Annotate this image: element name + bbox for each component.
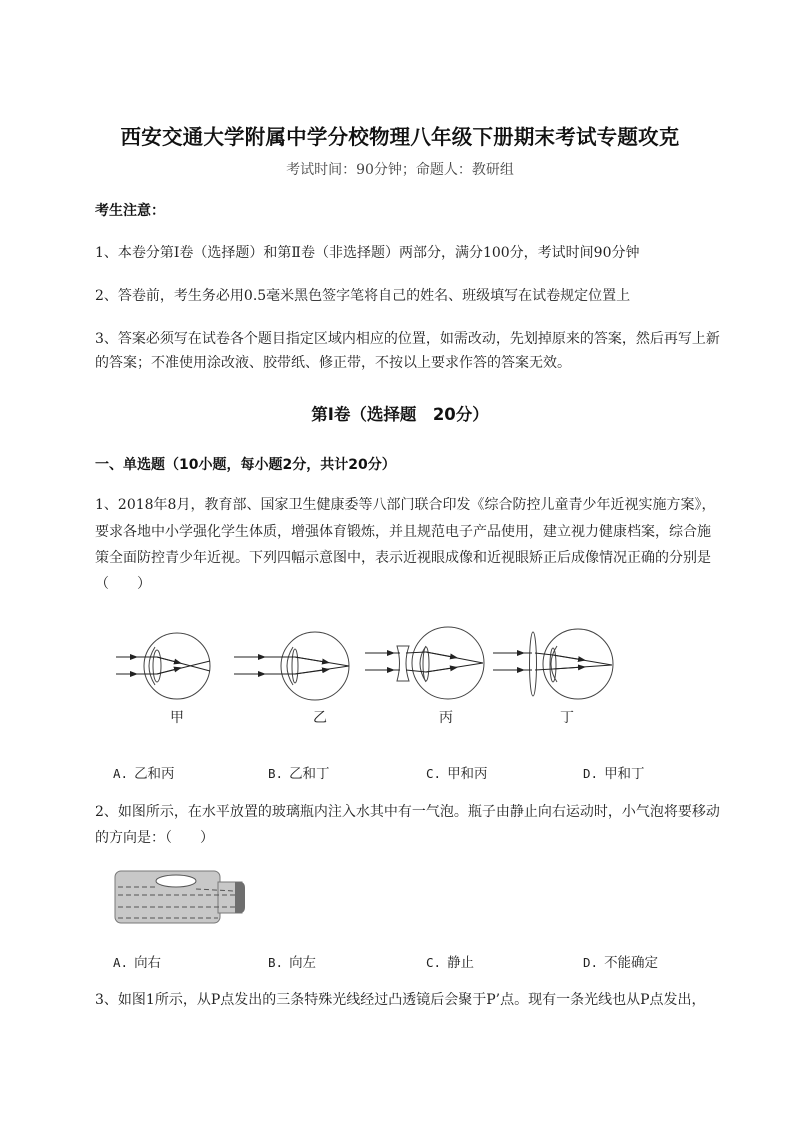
notice-heading: 考生注意：	[95, 203, 165, 219]
exam-title: 西安交通大学附属中学分校物理八年级下册期末考试专题攻克	[120, 125, 680, 149]
air-bubble	[156, 875, 196, 887]
option-text: 向左	[289, 955, 317, 971]
question-1-line-2: 要求各地中小学强化学生体质，增强体育锻炼，并且规范电子产品使用，建立视力健康档案，综合施	[95, 524, 711, 540]
question-2-line-1: 2、如图所示，在水平放置的玻璃瓶内注入水其中有一气泡。瓶子由静止向右运动时，小气泡将要移动	[95, 804, 720, 820]
notice-item-2: 2、答卷前，考生务必用0.5毫米黑色签字笔将自己的姓名、班级填写在试卷规定位置上	[95, 288, 631, 304]
eye-diagram-bing	[365, 627, 484, 699]
notice-item-3: 3、答案必须写在试卷各个题目指定区域内相应的位置，如需改动，先划掉原来的答案，然后再写上新	[95, 331, 720, 347]
figure-label-bing: 丙	[439, 710, 453, 726]
q1-option-a[interactable]	[113, 762, 175, 782]
figure-label-yi: 乙	[313, 710, 327, 726]
figure-label-jia: 甲	[170, 710, 184, 726]
question-1-line-4: （ ）	[95, 576, 151, 592]
q2-option-b[interactable]	[268, 951, 316, 971]
option-text: 乙和丁	[289, 766, 330, 782]
part-heading: 一、单选题（10小题，每小题2分，共计20分）	[95, 457, 396, 473]
section-title: 第I卷（选择题 20分）	[311, 405, 489, 424]
question-1-line-1: 1、2018年8月，教育部、国家卫生健康委等八部门联合印发《综合防控儿童青少年近视实施方案》，	[95, 497, 716, 513]
option-letter: D.	[583, 766, 599, 781]
exam-subtitle: 考试时间：90分钟；命题人：教研组	[286, 162, 514, 178]
bottle-cap	[235, 882, 245, 913]
eye-diagram-ding	[493, 629, 613, 699]
option-letter: D.	[583, 955, 599, 970]
option-text: 甲和丁	[604, 766, 645, 782]
q1-option-c[interactable]	[426, 762, 488, 782]
option-letter: B.	[268, 766, 284, 781]
q2-option-c[interactable]	[426, 951, 474, 971]
option-letter: A.	[113, 766, 129, 781]
eye-diagram-jia	[116, 633, 210, 699]
question-3-line-1: 3、如图1所示，从P点发出的三条特殊光线经过凸透镜后会聚于P’点。现有一条光线也从P点发出，	[95, 992, 706, 1008]
question-2-line-2: 的方向是：（ ）	[95, 830, 214, 846]
option-text: 静止	[447, 955, 475, 971]
eye-diagram-yi	[234, 632, 349, 700]
option-letter: A.	[113, 955, 129, 970]
bottle-figure	[110, 866, 250, 926]
option-text: 甲和丙	[447, 766, 488, 782]
notice-item-1: 1、本卷分第I卷（选择题）和第Ⅱ卷（非选择题）两部分，满分100分，考试时间90分钟	[95, 245, 640, 261]
option-text: 不能确定	[604, 955, 659, 971]
option-text: 向右	[134, 955, 162, 971]
question-1-line-3: 策全面防控青少年近视。下列四幅示意图中，表示近视眼成像和近视眼矫正后成像情况正确的分别是	[95, 550, 711, 566]
option-text: 乙和丙	[134, 766, 175, 782]
notice-item-3-cont: 的答案；不准使用涂改液、胶带纸、修正带，不按以上要求作答的答案无效。	[95, 355, 571, 371]
q1-option-b[interactable]	[268, 762, 330, 782]
q1-option-d[interactable]	[583, 762, 645, 782]
option-letter: C.	[426, 955, 442, 970]
q2-option-d[interactable]	[583, 951, 658, 971]
figure-label-ding: 丁	[560, 710, 574, 726]
option-letter: C.	[426, 766, 442, 781]
option-letter: B.	[268, 955, 284, 970]
q2-option-a[interactable]	[113, 951, 161, 971]
eye-diagrams-figure	[100, 620, 640, 710]
